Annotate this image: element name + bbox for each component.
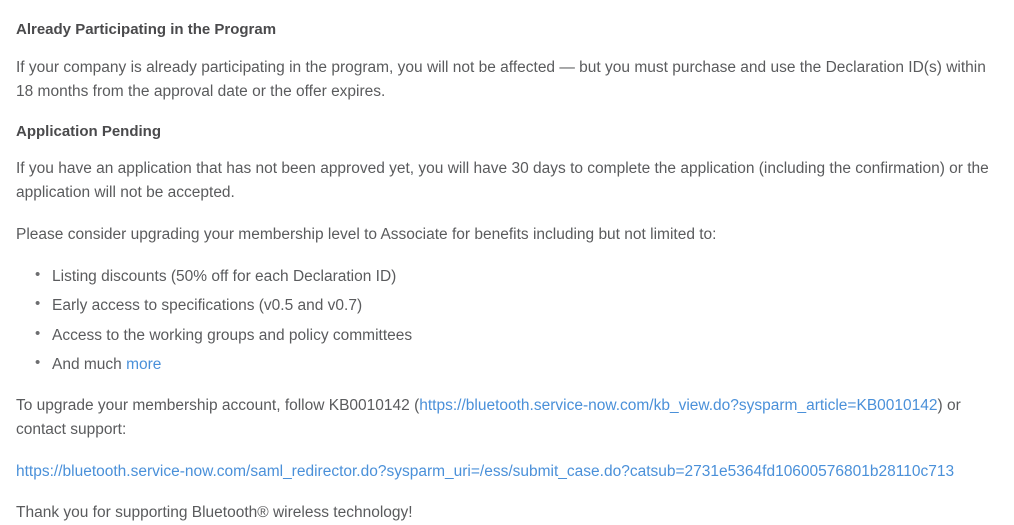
list-item: • Access to the working groups and policy committees (52, 324, 998, 347)
upgrade-instructions-prefix: To upgrade your membership account, follow KB0010142 ( (16, 397, 420, 415)
paragraph-closing: Thank you for supporting Bluetooth® wireless technology! (16, 504, 413, 522)
list-item: • Early access to specifications (v0.5 and v0.7) (52, 294, 998, 317)
paragraph-application-pending: If you have an application that has not been approved yet, you will have 30 days to complete the application (including the confirmation) or the application will not be accepted. (16, 160, 989, 202)
list-item: • Listing discounts (50% off for each Declaration ID) (52, 265, 998, 288)
list-item-more-prefix: And much (52, 355, 127, 373)
paragraph-participating: If your company is already participating in the program, you will not be affected — but you must purchase and use the Declaration ID(s) within 18 months from the approval date or the offer expires. (16, 58, 986, 100)
more-link[interactable]: more (126, 355, 162, 373)
benefits-list (16, 265, 998, 376)
section-heading-participating: Already Participating in the Program (16, 21, 277, 38)
paragraph-upgrade-instructions (16, 394, 998, 442)
upgrade-instructions-suffix: ) or contact support: (16, 397, 961, 439)
section-heading-application-pending: Application Pending (16, 122, 161, 140)
list-item-more (52, 353, 998, 376)
support-case-link[interactable]: https://bluetooth.service-now.com/saml_redirector.do?sysparm_uri=/ess/submit_case.do?catsub=2731e5364fd10600576801b28110c713 (16, 463, 955, 481)
kb-article-link[interactable]: https://bluetooth.service-now.com/kb_view.do?sysparm_article=KB0010142 (419, 397, 938, 415)
paragraph-upgrade-intro: Please consider upgrading your membership level to Associate for benefits including but not limited to: (16, 226, 717, 244)
